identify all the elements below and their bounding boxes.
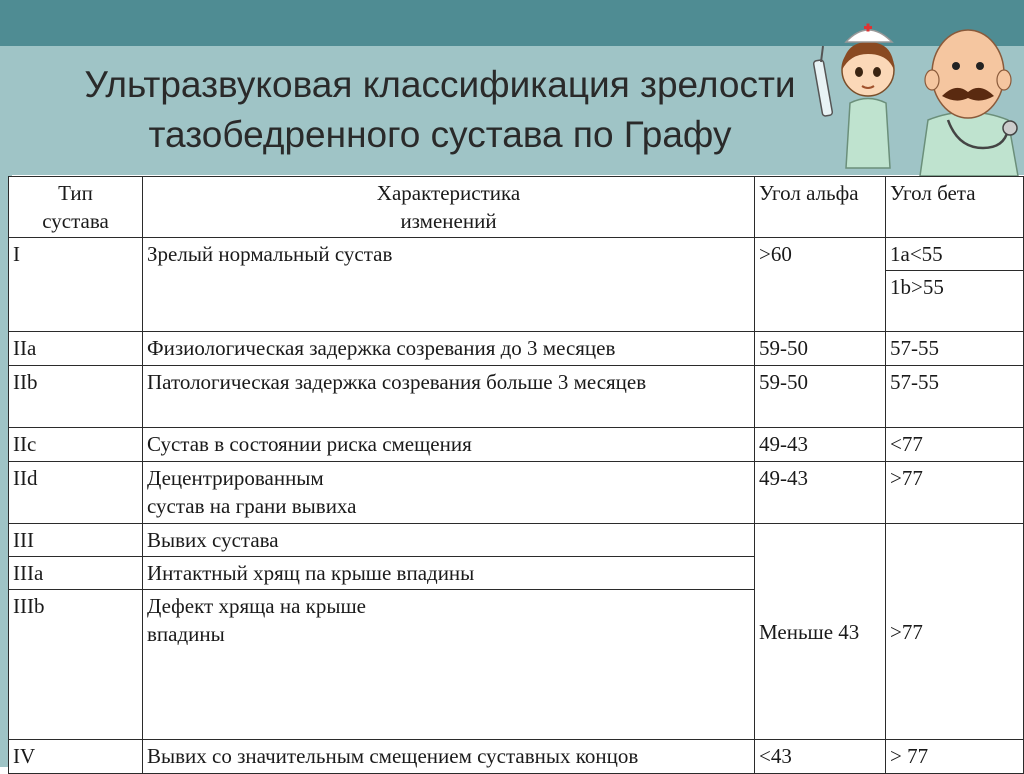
row-type: IIb bbox=[9, 366, 143, 428]
row-alpha: >60 bbox=[755, 238, 886, 332]
header-beta-angle: Угол бета bbox=[886, 177, 1024, 238]
header-characteristic bbox=[143, 177, 755, 238]
row-alpha: 59-50 bbox=[755, 332, 886, 366]
row-description: Вывих со значительным смещением суставных концов bbox=[143, 740, 755, 774]
row-description bbox=[143, 462, 755, 524]
row-beta: >77 bbox=[886, 462, 1024, 524]
row-beta: > 77 bbox=[886, 740, 1024, 774]
row-alpha: 49-43 bbox=[755, 462, 886, 524]
header-alpha-angle: Угол альфа bbox=[755, 177, 886, 238]
medical-staff-illustration bbox=[808, 8, 1024, 176]
header-row bbox=[9, 177, 1024, 238]
nurse-with-syringe-illustration bbox=[813, 24, 894, 169]
title-line-1: Ультразвуковая классификация зрелости bbox=[84, 64, 796, 105]
table-row bbox=[9, 428, 1024, 462]
graf-classification-table bbox=[8, 176, 1024, 774]
row-type: IIa bbox=[9, 332, 143, 366]
row-type: III bbox=[9, 524, 143, 557]
row-beta: 57-55 bbox=[886, 366, 1024, 428]
table-row bbox=[9, 462, 1024, 524]
group-iii-alpha: Меньше 43 bbox=[755, 524, 886, 740]
row-type: IV bbox=[9, 740, 143, 774]
header-char-line2: изменений bbox=[400, 209, 497, 233]
row-beta: <77 bbox=[886, 428, 1024, 462]
row-description: Сустав в состоянии риска смещения bbox=[143, 428, 755, 462]
row-beta-sub1: 1a<55 bbox=[886, 238, 1024, 271]
header-type-line2: сустава bbox=[42, 209, 109, 233]
row-description: Патологическая задержка созревания больше 3 месяцев bbox=[143, 366, 755, 428]
row-beta-sub2: 1b>55 bbox=[886, 271, 1024, 332]
title-line-2: тазобедренного сустава по Графу bbox=[148, 114, 732, 155]
header-type-line1: Тип bbox=[58, 181, 93, 205]
row-type: IId bbox=[9, 462, 143, 524]
row-description: Интактный хрящ па крыше впадины bbox=[143, 557, 755, 590]
group-iii-beta: >77 bbox=[886, 524, 1024, 740]
row-desc-line2: сустав на грани вывиха bbox=[147, 494, 357, 518]
table-row bbox=[9, 332, 1024, 366]
row-type: I bbox=[9, 238, 143, 332]
table-row bbox=[9, 366, 1024, 428]
table-row bbox=[9, 740, 1024, 774]
doctor-with-stethoscope-illustration bbox=[920, 30, 1018, 176]
row-description: Физиологическая задержка созревания до 3 месяцев bbox=[143, 332, 755, 366]
header-char-line1: Характеристика bbox=[376, 181, 521, 205]
row-alpha: <43 bbox=[755, 740, 886, 774]
row-desc-line1: Децентрированным bbox=[147, 466, 324, 490]
row-description: Вывих сустава bbox=[143, 524, 755, 557]
row-description: Зрелый нормальный сустав bbox=[143, 238, 755, 332]
row-alpha: 49-43 bbox=[755, 428, 886, 462]
table-row bbox=[9, 238, 1024, 271]
row-type: IIIa bbox=[9, 557, 143, 590]
row-beta: 57-55 bbox=[886, 332, 1024, 366]
table-row bbox=[9, 524, 1024, 557]
row-alpha: 59-50 bbox=[755, 366, 886, 428]
row-description bbox=[143, 590, 755, 740]
slide-title bbox=[40, 60, 840, 160]
header-type bbox=[9, 177, 143, 238]
row-desc-line2: впадины bbox=[147, 622, 225, 646]
row-type: IIc bbox=[9, 428, 143, 462]
row-desc-line1: Дефект хряща на крыше bbox=[147, 594, 366, 618]
row-type: IIIb bbox=[9, 590, 143, 740]
